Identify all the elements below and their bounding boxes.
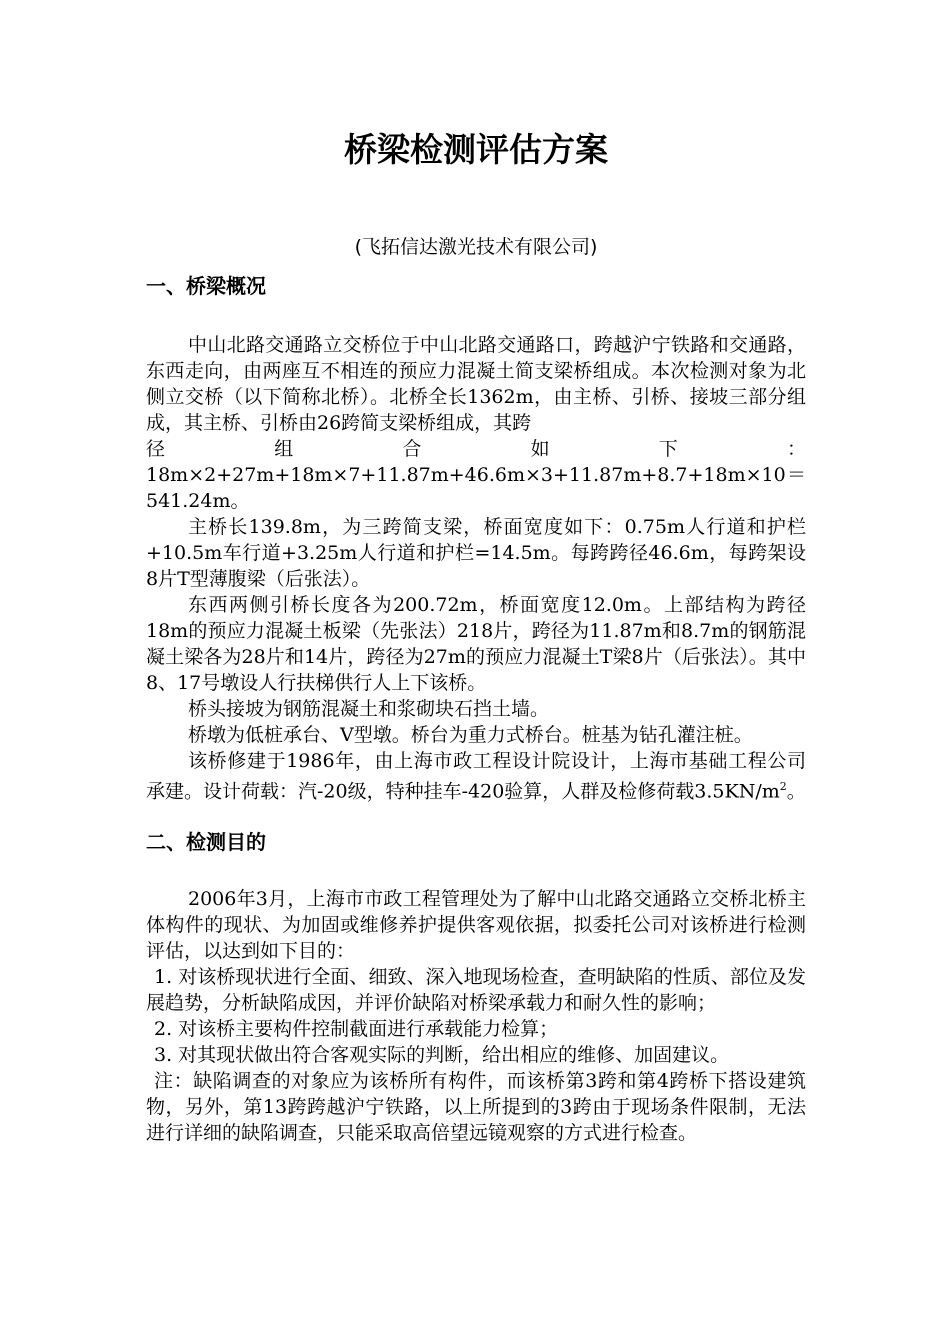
superscript: 2 [779,780,787,793]
paragraph: 桥头接坡为钢筋混凝土和浆砌块石挡土墙。 [188,698,550,720]
company-name: (飞拓信达激光技术有限公司) [354,236,598,258]
paragraph: 东西两侧引桥长度各为200.72m，桥面宽度12.0m。上部结构为跨径18m的预应力混凝土板梁（先张法）218片，跨径为11.87m和8.7m的钢筋混凝土梁各为28片和14片，跨径为27m的预应力混凝土T梁8片（后张法）。其中8、17号墩设人行扶梯供行人上下该桥。 [146,594,806,694]
note-paragraph: 注：缺陷调查的对象应为该桥所有构件，而该桥第3跨和第4跨桥下搭设建筑物，另外，第13跨跨越沪宁铁路，以上所提到的3跨由于现场条件限制，无法进行详细的缺陷调查，只能采取高倍望远镜观察的方式进行检查。 [146,1070,806,1144]
paragraph: 桥墩为低桩承台、V型墩。桥台为重力式桥台。桩基为钻孔灌注桩。 [188,724,753,746]
formula-line [146,462,806,488]
spread-char: 径 [146,438,166,460]
list-item: 3. 对其现状做出符合客观实际的判断，给出相应的维修、加固建议。 [154,1044,730,1066]
spread-char: 组 [274,438,294,460]
document-title: 桥梁检测评估方案 [344,130,608,169]
paragraph-text: 该桥修建于1986年，由上海市政工程设计院设计，上海市基础工程公司承建。设计荷载：汽-20级，特种挂车-420验算，人群及检修荷载3.5KN/m [146,750,806,803]
section-heading-purpose: 二、检测目的 [146,830,266,854]
spread-line [146,436,806,462]
spread-char: ： [786,438,806,460]
spread-char: 下 [658,438,678,460]
paragraph-text: 541.24m。 [146,490,250,512]
section-overview-body [146,332,806,804]
section-purpose-body [146,886,806,1146]
span-formula: 18m×2+27m+18m×7+11.87m+46.6m×3+11.87m+8.7+18m×10 [146,464,786,486]
paragraph [146,748,806,804]
paragraph-text: 中山北路交通路立交桥位于中山北路交通路口，跨越沪宁铁路和交通路，东西走向，由两座互不相连的预应力混凝土简支梁桥组成。本次检测对象为北侧立交桥（以下简称北桥）。北桥全长1362m，由主桥、引桥、接坡三部分组成，其主桥、引桥由26跨简支梁桥组成，其跨 [146,334,806,434]
spread-char: 合 [402,438,422,460]
paragraph [146,488,806,514]
paragraph-text: 。 [786,780,806,803]
spread-char: 如 [530,438,550,460]
paragraph [146,332,806,436]
paragraph: 主桥长139.8m，为三跨简支梁，桥面宽度如下：0.75m人行道和护栏+10.5m车行道+3.25m人行道和护栏=14.5m。每跨跨径46.6m，每跨架设8片T型薄腹梁（后张法）。 [146,516,806,590]
list-item: 2. 对该桥主要构件控制截面进行承载能力检算； [154,1018,559,1040]
section-heading-overview: 一、桥梁概况 [146,274,266,298]
list-item: 1. 对该桥现状进行全面、细致、深入地现场检查，查明缺陷的性质、部位及发展趋势，分析缺陷成因，并评价缺陷对桥梁承载力和耐久性的影响； [146,966,806,1014]
equals-sign: ＝ [786,464,806,486]
paragraph: 2006年3月，上海市市政工程管理处为了解中山北路交通路立交桥北桥主体构件的现状、为加固或维修养护提供客观依据，拟委托公司对该桥进行检测评估，以达到如下目的： [146,888,806,962]
